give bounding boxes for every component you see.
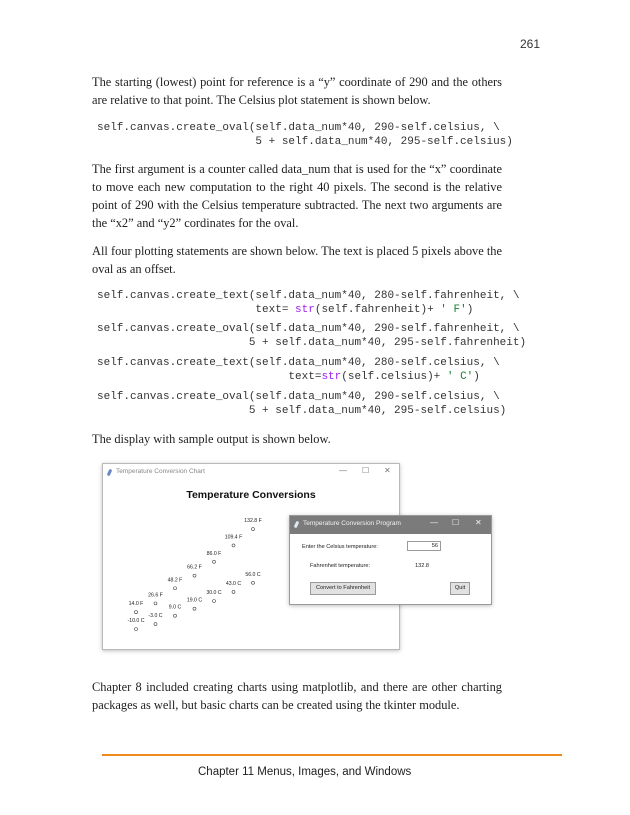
code-line: text= — [97, 304, 296, 316]
fahrenheit-point — [213, 560, 216, 563]
paragraph-arguments: The first argument is a counter called data_num that is used for the “x” coordinate to move each new computation to the right 40 pixels. The second is the relative point of 290 with the Celsius temperature subtracted. The next two arguments are the “x2” and “y2” cordinates for the oval. — [92, 162, 502, 230]
celsius-point — [213, 600, 216, 603]
celsius-point — [232, 590, 235, 593]
celsius-point — [154, 623, 157, 626]
code-block-celsius-oval — [97, 121, 513, 149]
celsius-label: -3.0 C — [148, 613, 163, 620]
fahrenheit-label: 26.6 F — [148, 592, 163, 599]
fahrenheit-point — [193, 574, 196, 577]
footer-chapter-title: Chapter 11 Menus, Images, and Windows — [198, 766, 412, 778]
fahrenheit-point — [135, 611, 138, 614]
celsius-label: 43.0 C — [225, 580, 242, 587]
paragraph-closing: Chapter 8 included creating charts using matplotlib, and there are other charting packages as well, but basic charts can be created using the tkinter module. — [92, 680, 502, 712]
fahrenheit-label: 14.0 F — [128, 601, 144, 608]
code-line: 5 + self.data_num*40, 295-self.celsius) — [97, 405, 507, 417]
code-block-fahrenheit-text — [97, 289, 519, 317]
celsius-point — [135, 628, 138, 631]
fahrenheit-label: 109.4 F — [224, 534, 243, 541]
code-line: ) — [466, 304, 474, 316]
program-window-titlebar[interactable] — [290, 516, 491, 534]
fahrenheit-label: 48.2 F — [167, 577, 183, 584]
celsius-label: 19.0 C — [186, 597, 203, 604]
paragraph-display: The display with sample output is shown below. — [92, 432, 331, 446]
celsius-input[interactable]: 56 — [407, 541, 441, 551]
chart-window-title: Temperature Conversion Chart — [116, 468, 205, 475]
code-block-fahrenheit-oval — [97, 322, 526, 350]
celsius-point — [174, 614, 177, 617]
program-window — [289, 515, 492, 605]
paragraph-intro: The starting (lowest) point for reference is a “y” coordinate of 290 and the others are relative to that point. The Celsius plot statement is shown below. — [92, 75, 502, 107]
code-keyword: str — [295, 304, 315, 316]
celsius-label: 30.0 C — [206, 590, 222, 596]
maximize-button[interactable]: ☐ — [362, 466, 370, 475]
code-line: self.canvas.create_oval(self.data_num*40, 290-self.fahrenheit, \ — [97, 323, 520, 335]
celsius-label: Enter the Celsius temperature: — [302, 544, 378, 550]
tk-feather-icon — [294, 521, 300, 529]
close-button[interactable]: ✕ — [384, 466, 391, 475]
code-line: self.canvas.create_oval(self.data_num*40, 290-self.celsius, \ — [97, 391, 500, 403]
celsius-label: 56.0 C — [245, 571, 261, 578]
close-button[interactable]: ✕ — [475, 518, 482, 527]
minimize-button[interactable]: — — [430, 518, 438, 527]
celsius-label: 9.0 C — [168, 604, 182, 611]
celsius-label: -10.0 C — [127, 618, 145, 624]
code-line: self.canvas.create_text(self.data_num*40, 280-self.celsius, \ — [97, 357, 500, 369]
minimize-button[interactable]: — — [339, 466, 347, 475]
fahrenheit-label: 66.2 F — [187, 564, 202, 571]
program-window-title: Temperature Conversion Program — [303, 520, 401, 527]
page-number: 261 — [519, 37, 540, 51]
celsius-point — [252, 581, 255, 584]
footer-rule — [102, 754, 562, 756]
paragraph-plotting: All four plotting statements are shown below. The text is placed 5 pixels above the oval as an offset. — [92, 244, 502, 276]
fahrenheit-point — [154, 602, 157, 605]
fahrenheit-point — [174, 587, 177, 590]
fahrenheit-label: 132.8 F — [244, 518, 262, 525]
code-line: self.canvas.create_oval(self.data_num*40, 290-self.celsius, \ — [97, 122, 500, 134]
code-line: (self.celsius)+ — [341, 371, 447, 383]
screenshot-figure — [102, 461, 492, 651]
code-block-celsius-oval-2 — [97, 390, 506, 418]
maximize-button[interactable]: ☐ — [452, 518, 460, 527]
fahrenheit-label: Fahrenheit temperature: — [310, 563, 371, 569]
code-line: text= — [97, 371, 322, 383]
code-string: ' F' — [440, 304, 467, 316]
code-string: ' C' — [446, 371, 474, 383]
quit-button[interactable]: Quit — [450, 582, 470, 595]
code-line: 5 + self.data_num*40, 295-self.fahrenheit) — [97, 337, 527, 349]
code-line: 5 + self.data_num*40, 295-self.celsius) — [97, 136, 513, 148]
chart-marks — [127, 518, 261, 630]
fahrenheit-point — [232, 544, 235, 547]
chart-window-titlebar[interactable] — [103, 464, 399, 482]
code-keyword: str — [321, 371, 342, 383]
convert-button[interactable]: Convert to Fahrenheit — [310, 582, 376, 595]
code-block-celsius-text — [97, 356, 500, 384]
code-line: (self.fahrenheit)+ — [314, 304, 441, 316]
celsius-point — [193, 607, 196, 610]
fahrenheit-point — [252, 528, 255, 531]
code-line: ) — [473, 371, 480, 383]
chart-title: Temperature Conversions — [186, 489, 316, 501]
code-line: self.canvas.create_text(self.data_num*40, 280-self.fahrenheit, \ — [97, 290, 520, 302]
fahrenheit-label: 86.0 F — [206, 550, 222, 557]
tk-feather-icon — [107, 469, 113, 477]
fahrenheit-value: 132.8 — [415, 563, 429, 569]
